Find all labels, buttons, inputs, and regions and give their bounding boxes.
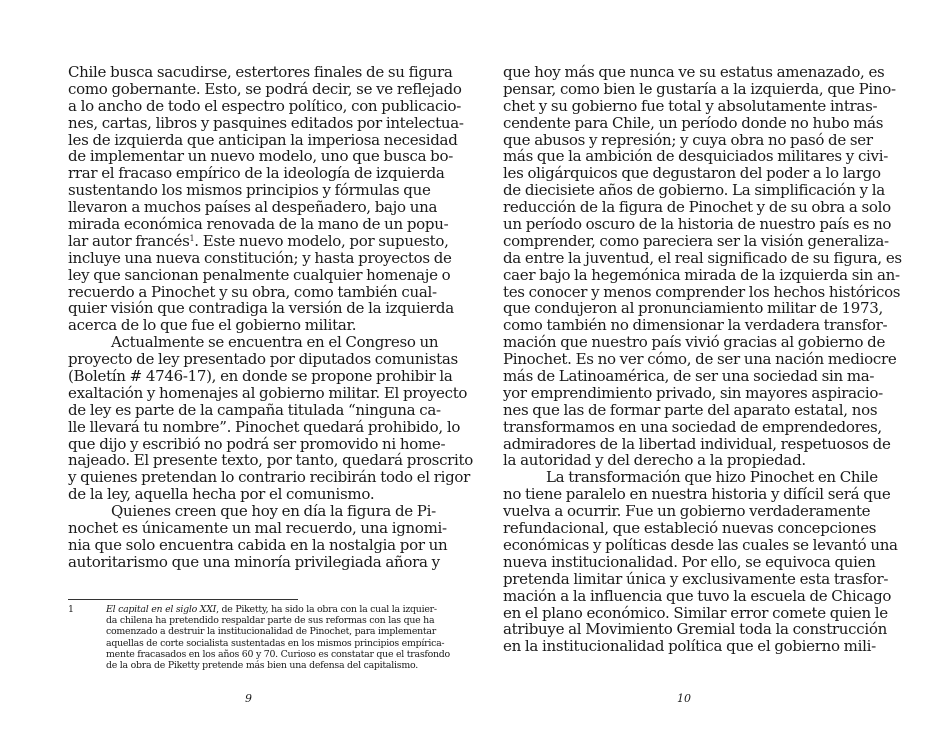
text-line: ley que sancionan penalmente cualquier homenaje o xyxy=(68,265,451,284)
text-line: (Boletín # 4746-17), en donde se propone prohibir la xyxy=(68,367,453,386)
text-segment: . Este nuevo modelo, por supuesto, xyxy=(194,231,449,250)
text-line: que condujeron al pronunciamiento militar de 1973, xyxy=(503,299,883,318)
text-line: admiradores de la libertad individual, respetuosos de xyxy=(503,434,891,453)
text-line: les oligárquicos que degustaron del poder a lo largo xyxy=(503,164,881,183)
text-segment: , de Piketty, ha sido la obra con la cual la izquier- xyxy=(216,604,437,615)
text-line: reducción de la figura de Pinochet y de su obra a solo xyxy=(503,198,891,217)
text-line: exaltación y homenajes al gobierno militar. El proyecto xyxy=(68,383,468,402)
text-line: nia que solo encuentra cabida en la nostalgia por un xyxy=(68,535,448,554)
footnote-reference[interactable]: 1 xyxy=(189,233,195,243)
text-line: autoritarismo que una minoría privilegiada añora y xyxy=(68,552,440,571)
text-line: najeado. El presente texto, por tanto, quedará proscrito xyxy=(68,451,474,470)
text-line: tes conocer y menos comprender los hechos históricos xyxy=(503,282,901,301)
text-line xyxy=(68,231,449,250)
text-line: que hoy más que nunca ve su estatus amenazado, es xyxy=(503,63,885,81)
text-line: caer bajo la hegemónica mirada de la izquierda sin an- xyxy=(503,265,900,284)
text-line: rrar el fracaso empírico de la ideología de izquierda xyxy=(68,164,445,183)
text-line: pensar, como bien le gustaría a la izquierda, que Pino- xyxy=(503,79,896,98)
text-line: de diecisiete años de gobierno. La simplificación y la xyxy=(503,181,885,200)
text-line: Actualmente se encuentra en el Congreso un xyxy=(111,333,439,352)
text-line: incluye una nueva constitución; y hasta proyectos de xyxy=(68,248,452,267)
text-line: de ley es parte de la campaña titulada “ninguna ca- xyxy=(68,400,441,419)
footnote-text xyxy=(106,604,450,671)
text-line: que abusos y represión; y cuya obra no pasó de ser xyxy=(503,130,873,149)
text-line: pretenda limitar única y exclusivamente esta trasfor- xyxy=(503,569,889,588)
text-line: refundacional, que estableció nuevas concepciones xyxy=(503,519,877,538)
text-line: proyecto de ley presentado por diputados comunistas xyxy=(68,350,458,369)
text-line: la autoridad y del derecho a la propiedad. xyxy=(503,451,806,470)
text-line: nochet es únicamente un mal recuerdo, una ignomi- xyxy=(68,519,447,538)
text-line: en el plano económico. Similar error comete quien le xyxy=(503,603,888,622)
text-line: atribuye al Movimiento Gremial toda la construcción xyxy=(503,620,887,639)
text-line: les de izquierda que anticipan la imperiosa necesidad xyxy=(68,130,458,149)
text-line: de la ley, aquella hecha por el comunismo. xyxy=(68,485,375,504)
footnote-line: de la obra de Piketty pretende más bien una defensa del capitalismo. xyxy=(106,659,418,671)
text-line: no tiene paralelo en nuestra historia y difícil será que xyxy=(503,485,891,504)
text-line: yor emprendimiento privado, sin mayores aspiracio- xyxy=(503,383,883,402)
text-line: quier visión que contradiga la versión de la izquierda xyxy=(68,299,454,318)
page-number-left: 9 xyxy=(245,692,252,705)
footnote-line: mente fracasados en los años 60 y 70. Curioso es constatar que el trasfondo xyxy=(106,648,450,660)
footnote-number: 1 xyxy=(68,604,74,615)
text-line: da entre la juventud, el real significado de su figura, es xyxy=(503,248,902,267)
text-line: económicas y políticas desde las cuales se levantó una xyxy=(503,535,898,554)
text-line: sustentando los mismos principios y fórmulas que xyxy=(68,181,431,200)
text-line: mación que nuestro país vivió gracias al gobierno de xyxy=(503,333,886,352)
text-line: acerca de lo que fue el gobierno militar. xyxy=(68,316,357,335)
footnote-line: aquellas de corte socialista sustentadas en los mismos principios empírica- xyxy=(106,637,445,649)
footnote-line xyxy=(106,604,437,615)
text-line: de implementar un nuevo modelo, uno que busca bo- xyxy=(68,147,453,166)
text-line: Quienes creen que hoy en día la figura de Pi- xyxy=(111,502,436,521)
text-line: un período oscuro de la historia de nuestro país es no xyxy=(503,215,892,234)
text-line: más de Latinoamérica, de ser una sociedad sin ma- xyxy=(503,367,875,386)
text-line: que dijo y escribió no podrá ser promovido ni home- xyxy=(68,434,446,453)
page-number-right: 10 xyxy=(677,692,691,705)
text-line: Chile busca sacudirse, estertores finales de su figura xyxy=(68,63,453,81)
right-page xyxy=(465,0,931,751)
text-line: como también no dimensionar la verdadera transfor- xyxy=(503,316,888,335)
footnote-separator xyxy=(68,599,298,600)
footnote-book-title: El capital en el siglo XXI xyxy=(106,604,217,615)
text-line: vuelva a ocurrir. Fue un gobierno verdaderamente xyxy=(503,502,871,521)
text-line: comprender, como pareciera ser la visión generaliza- xyxy=(503,231,889,250)
text-line: y quienes pretendan lo contrario recibirán todo el rigor xyxy=(68,468,471,487)
text-line: a lo ancho de todo el espectro político, con publicacio- xyxy=(68,96,462,115)
text-line: La transformación que hizo Pinochet en Chile xyxy=(546,468,878,487)
right-page-body-text xyxy=(503,63,902,656)
text-segment: lar autor francés xyxy=(68,231,190,250)
text-line: cendente para Chile, un período donde no hubo más xyxy=(503,113,884,132)
text-line: nes que las de formar parte del aparato estatal, nos xyxy=(503,400,878,419)
footnote-line: da chilena ha pretendido respaldar parte de sus reformas con las que ha xyxy=(106,615,435,627)
footnote xyxy=(68,604,450,671)
text-line: lle llevará tu nombre”. Pinochet quedará prohibido, lo xyxy=(68,417,461,436)
text-line: mación a la influencia que tuvo la escuela de Chicago xyxy=(503,586,892,605)
text-line: Pinochet. Es no ver cómo, de ser una nación mediocre xyxy=(503,350,897,369)
text-line: nueva institucionalidad. Por ello, se equivoca quien xyxy=(503,552,876,571)
footnote-line: comenzado a destruir la institucionalidad de Pinochet, para implementar xyxy=(106,626,436,638)
text-line: nes, cartas, libros y pasquines editados por intelectua- xyxy=(68,113,464,132)
text-line: transformamos en una sociedad de emprendedores, xyxy=(503,417,882,436)
text-line: chet y su gobierno fue total y absolutamente intras- xyxy=(503,96,878,115)
text-line: llevaron a muchos países al despeñadero, bajo una xyxy=(68,198,438,217)
text-line: en la institucionalidad política que el gobierno mili- xyxy=(503,637,876,656)
text-line: más que la ambición de desquiciados militares y civi- xyxy=(503,147,888,166)
left-page-body-text xyxy=(68,63,474,571)
text-line: mirada económica renovada de la mano de un popu- xyxy=(68,215,449,234)
text-line: recuerdo a Pinochet y su obra, como también cual- xyxy=(68,282,437,301)
text-line: como gobernante. Esto, se podrá decir, se ve reflejado xyxy=(68,79,462,98)
